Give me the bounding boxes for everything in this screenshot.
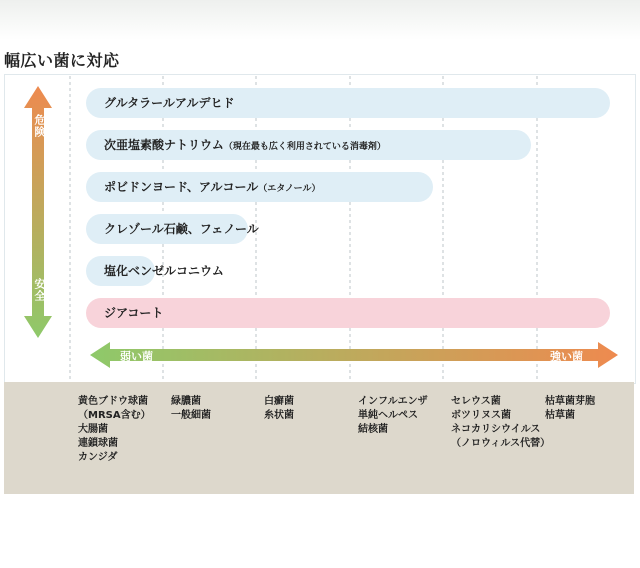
risk-safe-label: 安全: [33, 278, 46, 302]
germ-name: 緑膿菌: [171, 396, 201, 407]
strength-axis-arrow: [90, 342, 618, 368]
germ-name: 一般細菌: [171, 410, 211, 421]
germ-name: ボツリヌス菌: [451, 410, 511, 421]
germ-name: 結核菌: [358, 424, 388, 435]
bar-label-4: [104, 264, 224, 278]
strong-germ-label: 強い菌: [550, 350, 583, 363]
bar-label-text: クレゾール石鹸、フェノール: [104, 222, 259, 236]
bar-5: [86, 298, 610, 328]
germ-column-3: [358, 395, 428, 437]
germ-name: ネコカリシウイルス: [451, 424, 541, 435]
bar-label-3: [104, 222, 259, 236]
germ-name: 単純ヘルペス: [358, 410, 418, 421]
bar-label-note: （現在最も広く利用されている消毒剤）: [223, 142, 386, 152]
bar-label-text: ジアコート: [104, 306, 164, 320]
bar-label-1: [104, 138, 386, 154]
bar-label-text: 次亜塩素酸ナトリウム: [104, 138, 224, 152]
germ-name: インフルエンザ: [358, 396, 428, 407]
germ-name: 連鎖球菌: [78, 438, 118, 449]
bar-label-2: [104, 180, 320, 196]
germ-name: 黄色ブドウ球菌: [78, 396, 148, 407]
bar-label-text: 塩化ベンゼルコニウム: [104, 264, 224, 278]
germ-name: 枯草菌芽胞: [545, 396, 595, 407]
germ-column-0: [78, 395, 151, 465]
germ-name: （ノロウィルス代替）: [451, 438, 551, 449]
germ-column-5: [545, 395, 595, 423]
risk-danger-label: 危険: [33, 114, 46, 138]
germ-name: （MRSA含む）: [78, 410, 151, 421]
weak-germ-label: 弱い菌: [120, 350, 153, 363]
bars-group: [86, 88, 610, 328]
bar-label-text: ポビドンヨード、アルコール: [104, 180, 259, 194]
bar-label-text: グルタラールアルデヒド: [104, 96, 235, 110]
germ-name: カンジダ: [78, 452, 118, 463]
germ-name: 大腸菌: [78, 424, 108, 435]
germ-name: 糸状菌: [264, 410, 294, 421]
germ-column-2: [264, 395, 294, 423]
bar-label-0: [104, 96, 234, 110]
page-title: 幅広い菌に対応: [4, 51, 120, 70]
bar-label-5: [104, 306, 163, 320]
germ-column-1: [171, 395, 211, 423]
germ-column-4: [451, 395, 550, 451]
germ-name: 枯草菌: [545, 410, 575, 421]
germ-name: 白癬菌: [264, 396, 294, 407]
germ-name: セレウス菌: [451, 396, 501, 407]
bar-label-note: （エタノール）: [258, 184, 321, 194]
